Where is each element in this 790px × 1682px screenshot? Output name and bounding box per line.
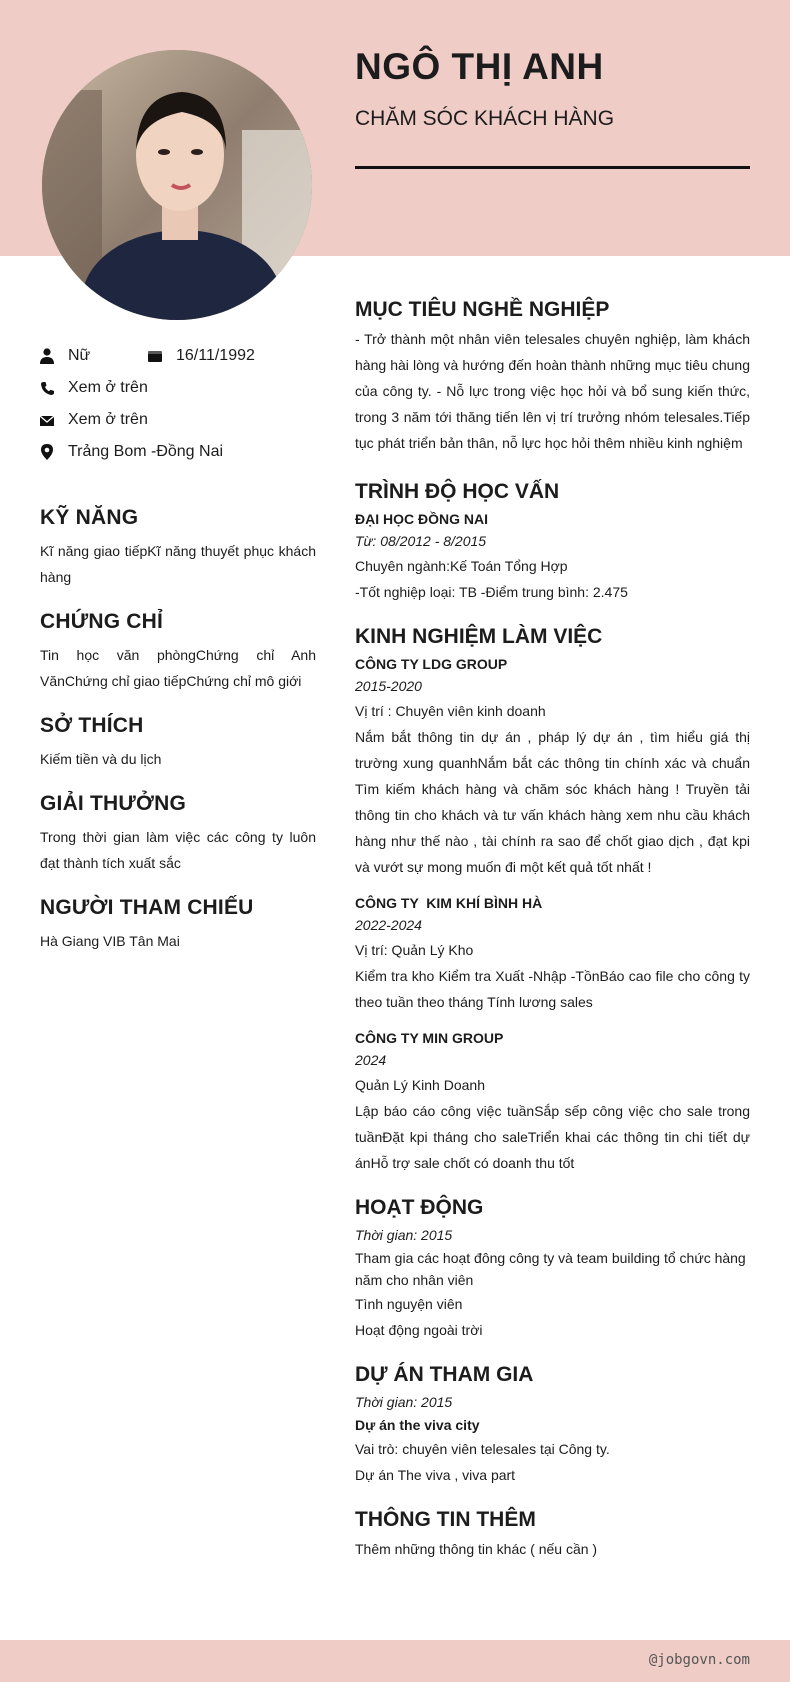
job-entry (355, 892, 750, 1015)
hobbies-text: Kiếm tiền và du lịch (40, 751, 162, 767)
calendar-icon (148, 348, 162, 364)
job-position: Quản Lý Kinh Doanh (355, 1077, 485, 1093)
job-period: 2024 (355, 1052, 387, 1068)
gender-value: Nữ (68, 347, 91, 364)
education-result: -Tốt nghiệp loại: TB -Điểm trung bình: 2.475 (355, 584, 628, 600)
education-major: Chuyên ngành:Kế Toán Tổng Hợp (355, 558, 568, 574)
job-entry (355, 1027, 750, 1176)
gender-birthdate-row (40, 340, 316, 372)
hobbies-title: SỞ THÍCH (40, 714, 144, 737)
header-divider (355, 166, 750, 169)
objective-title: MỤC TIÊU NGHỀ NGHIỆP (355, 298, 610, 321)
awards-title: GIẢI THƯỞNG (40, 792, 187, 815)
project-name: Dự án the viva city (355, 1417, 480, 1433)
awards-text: Trong thời gian làm việc các công ty luôn đạt thành tích xuất sắc (40, 829, 316, 871)
additional-title: THÔNG TIN THÊM (355, 1508, 536, 1531)
objective-text: - Trở thành một nhân viên telesales chuyên nghiệp, làm khách hàng hài lòng và hướng đến hoàn thành những mục tiêu chung của công ty. - Nỗ lực trong việc học hỏi và bổ sung kiến thức, trong 3 năm tới thăng tiến lên vị trí trưởng nhóm telesales.Tiếp tục phát triển bản thân, nỗ lực học hỏi thêm nhiều kinh nghiệm (355, 331, 750, 451)
skills-text: Kĩ năng giao tiếpKĩ năng thuyết phục khách hàng (40, 543, 316, 585)
phone-value[interactable]: Xem ở trên (68, 379, 148, 396)
job-company: CÔNG TY KIM KHÍ BÌNH HÀ (355, 895, 543, 911)
job-company: CÔNG TY LDG GROUP (355, 656, 508, 672)
job-description: Nắm bắt thông tin dự án , pháp lý dự án , tìm hiểu giá thị trường xung quanhNắm bắt các thông tin chính xác và chuẩn Tìm kiếm khách hàng và chăm sóc khách hàng ! Truyền tải thông tin cho khách và tư vấn khách hàng xem nhu cầu khách hàng như thế nào , tài chính ra sao để chốt giao dịch , đạt kpi và vướt sự mong muốn đi một kết quả tốt nhất ! (355, 729, 750, 875)
phone-icon (40, 380, 54, 396)
education-period: Từ: 08/2012 - 8/2015 (355, 533, 487, 549)
certificates-title: CHỨNG CHỈ (40, 610, 164, 633)
projects-title: DỰ ÁN THAM GIA (355, 1363, 534, 1386)
birthdate-value: 16/11/1992 (176, 347, 255, 364)
candidate-name: NGÔ THỊ ANH (355, 46, 604, 87)
additional-text: Thêm những thông tin khác ( nếu cần ) (355, 1541, 598, 1557)
activity-item: Tham gia các hoạt đông công ty và team building tổ chức hàng năm cho nhân viên (355, 1250, 746, 1288)
certificates-text: Tin học văn phòngChứng chỉ Anh VănChứng chỉ giao tiếpChứng chỉ mô giới (40, 647, 316, 689)
email-row (40, 404, 316, 436)
references-title: NGƯỜI THAM CHIẾU (40, 896, 254, 919)
footer-watermark: @jobgovn.com (648, 1652, 750, 1668)
education-title: TRÌNH ĐỘ HỌC VẤN (355, 480, 560, 503)
job-title: CHĂM SÓC KHÁCH HÀNG (355, 107, 615, 130)
job-description: Kiểm tra kho Kiểm tra Xuất -Nhập -TồnBáo cao file cho công ty theo tuần theo tháng Tính lương sales (355, 968, 750, 1010)
phone-row (40, 372, 316, 404)
job-entry (355, 653, 750, 880)
job-company: CÔNG TY MIN GROUP (355, 1030, 504, 1046)
experience-title: KINH NGHIỆM LÀM VIỆC (355, 625, 603, 648)
job-position: Vị trí : Chuyên viên kinh doanh (355, 703, 546, 719)
left-column (40, 340, 316, 954)
profile-photo (42, 50, 312, 320)
projects-period: Thời gian: 2015 (355, 1394, 453, 1410)
address-row (40, 436, 316, 468)
references-text: Hà Giang VIB Tân Mai (40, 933, 180, 949)
person-icon (40, 348, 54, 364)
activity-item: Tình nguyện viên (355, 1296, 463, 1312)
project-detail: Dự án The viva , viva part (355, 1467, 516, 1483)
job-position: Vị trí: Quản Lý Kho (355, 942, 474, 958)
activities-title: HOẠT ĐỘNG (355, 1196, 484, 1219)
location-pin-icon (40, 444, 54, 460)
activity-item: Hoạt động ngoài trời (355, 1322, 483, 1338)
email-value[interactable]: Xem ở trên (68, 411, 148, 428)
job-period: 2022-2024 (355, 917, 422, 933)
job-period: 2015-2020 (355, 678, 422, 694)
job-description: Lập báo cáo công việc tuầnSắp sếp công việc cho sale trong tuầnĐặt kpi tháng cho saleTriển khai các thông tin chi tiết dự ánHỗ trợ sale chốt có doanh thu tốt (355, 1103, 750, 1171)
address-value: Trảng Bom -Đồng Nai (68, 443, 224, 460)
project-role: Vai trò: chuyên viên telesales tại Công ty. (355, 1441, 610, 1457)
envelope-icon (40, 412, 54, 428)
activities-period: Thời gian: 2015 (355, 1227, 453, 1243)
school-name: ĐẠI HỌC ĐỒNG NAI (355, 511, 488, 527)
right-column (355, 298, 750, 1562)
skills-title: KỸ NĂNG (40, 506, 139, 529)
